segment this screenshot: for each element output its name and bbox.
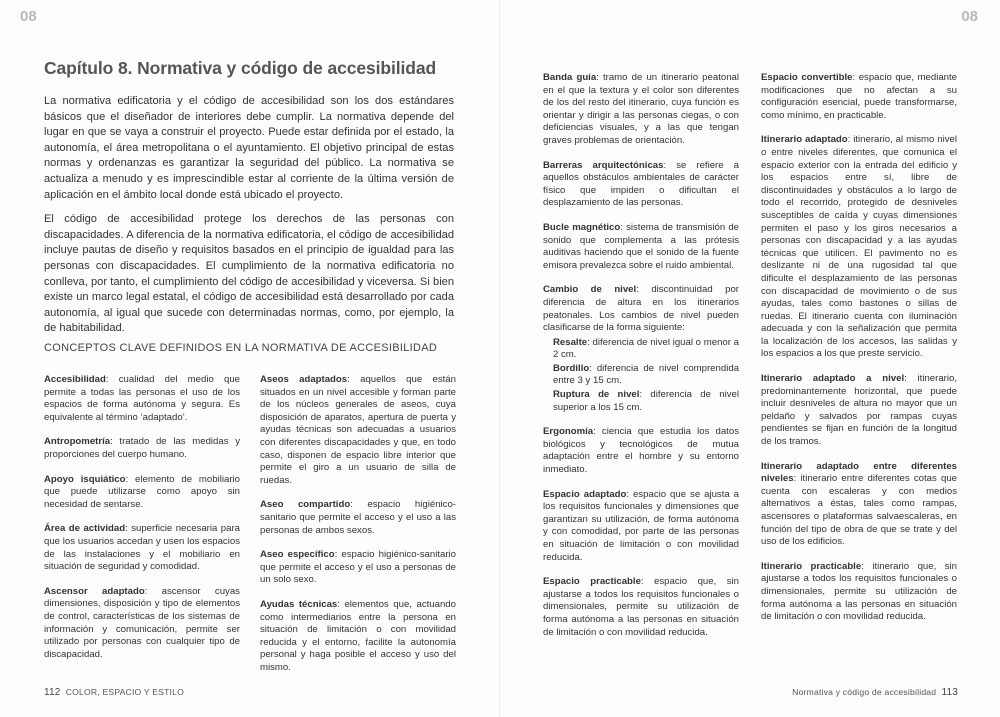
definition-text: : itinerario entre diferentes cotas que cuenta con escaleras y con medios alternativos a éstas, tales como rampas, ascensores o plataformas salvaescaleras, en función del tipo de obra de que se trate y del uso de los edificios.: [761, 473, 957, 548]
sub-text: : diferencia de nivel comprendida entre 3 y 15 cm.: [553, 362, 739, 387]
definition-entry: [44, 374, 240, 424]
definition-text: : cualidad del medio que permite a todas las personas el uso de los espacios de forma autónoma y segura. Es equivalente al término ‘adaptado’.: [44, 374, 240, 423]
definition-term: Aseos adaptados: [260, 374, 348, 385]
definition-text: : superficie necesaria para que los usuarios accedan y usen los espacios de las instalaciones y el mobiliario en situación de seguridad y comodidad.: [44, 523, 240, 573]
definition-text: : espacio que, sin ajustarse a todos los requisitos funcionales o dimensionales, permite su utilización de forma autónoma a las personas en situación de limitación o con movilidad reducida.: [543, 576, 739, 638]
intro-paragraph-1: La normativa edificatoria y el código de accesibilidad son los dos estándares básicos que el diseñador de interiores debe cumplir. La normativa depende del lugar en que se vaya a construir el proyecto. Puede estar definida por el estado, la autonomía, el área metropolitana o el ayuntamiento. El objetivo principal de estas normas y ordenanzas es garantizar la seguridad del público. La normativa se actualiza a menudo y es imprescindible estar al corriente de la última versión de aplicación en el ámbito local donde está ubicado el proyecto.: [44, 95, 454, 201]
definition-term: Espacio practicable: [543, 576, 641, 588]
definition-term: Itinerario adaptado: [761, 134, 848, 146]
definition-term: Banda guía: [543, 72, 597, 83]
definition-term: Accesibilidad: [44, 374, 106, 385]
definition-text: : espacio higiénico-sanitario que permite el acceso y el uso a personas de un solo sexo.: [260, 549, 456, 586]
definition-entry: [761, 461, 957, 549]
definition-term: Cambio de nivel: [543, 284, 637, 296]
definition-text: : discontinuidad por diferencia de altura en los itinerarios peatonales. Los cambios de nivel pueden clasificarse de la forma siguiente:: [543, 284, 739, 334]
definition-entry: [260, 374, 456, 487]
definition-text: : tratado de las medidas y proporciones del cuerpo humano.: [44, 436, 240, 460]
definition-entry: [761, 373, 957, 449]
running-header: Normativa y código de accesibilidad: [792, 687, 937, 697]
definition-term: Barreras arquitectónicas: [543, 159, 664, 171]
page-number: 112: [44, 687, 61, 698]
definitions-column-2: [260, 374, 456, 686]
definition-text: : espacio higiénico-sanitario que permite el acceso y el uso a las personas de ambos sexos.: [260, 499, 456, 536]
definition-text: : ciencia que estudia los datos biológicos y tecnológicos de mutua adaptación entre el hombre y su entorno inmediato.: [543, 426, 739, 476]
definition-entry: [543, 284, 739, 414]
definition-term: Ascensor adaptado: [44, 585, 145, 597]
definition-entry: [761, 72, 957, 122]
definition-text: : espacio que se ajusta a los requisitos funcionales y dimensiones que garantizan su utilización, de forma autónoma y con comodidad, por parte de las personas en situación de limitación o con movilidad reducida.: [543, 488, 740, 563]
chapter-title: Capítulo 8. Normativa y código de accesibilidad: [44, 58, 437, 78]
definition-entry: [260, 499, 456, 537]
definition-term: Ayudas técnicas: [260, 598, 338, 610]
running-header: COLOR, ESPACIO Y ESTILO: [65, 687, 184, 697]
definition-term: Aseo específico: [260, 549, 335, 561]
definition-entry: [260, 549, 456, 587]
definition-entry: [260, 599, 456, 675]
definition-entry: [44, 436, 240, 461]
definition-term: Aseo compartido: [260, 499, 351, 511]
definition-text: : itinerario que, sin ajustarse a todos los requisitos funcionales o dimensionales, permite su utilización de forma autónoma a las personas en situación de limitación o con movilidad reducida.: [761, 560, 958, 623]
folio-left: [44, 687, 184, 698]
chapter-number-left: 08: [20, 8, 37, 25]
definition-entry: [44, 474, 240, 512]
intro-paragraph-2: El código de accesibilidad protege los derechos de las personas con discapacidades. A diferencia de la normativa edificatoria, el código de accesibilidad incluye pautas de diseño y requisitos basados en el principio de igualdad para las personas con discapacidades. El cumplimiento de la normativa edificatoria no conlleva, por tanto, el cumplimiento del código de accesibilidad y viceversa. Si bien existe un marco legal estatal, el código de accesibilidad está desarrollado por cada autonomía, al igual que sucede con determinadas normas, como, por ejemplo, la de habitabilidad.: [44, 213, 454, 335]
definition-term: Espacio adaptado: [543, 488, 627, 500]
sub-term: Resalte: [553, 336, 588, 348]
definitions-column-3: [543, 72, 739, 651]
page-number: 113: [941, 687, 958, 698]
definition-entry: [44, 586, 240, 662]
definition-entry: [543, 426, 739, 476]
definition-text: : itinerario, predominantemente horizontal, que puede incluir desniveles de altura no mayor que un peldaño y salvados por rampas cuyas pendientes se fijan en función de la longitud de los tramos.: [761, 373, 957, 448]
sub-text: : diferencia de nivel igual o menor a 2 cm.: [553, 336, 739, 361]
definition-term: Itinerario adaptado a nivel: [761, 373, 905, 385]
definition-text: : elementos que, actuando como intermediarios entre la persona en situación de limitación o con movilidad reducida y el entorno, facilite la autonomía personal y haga posible el acceso y uso del mismo.: [260, 598, 456, 673]
definition-text: : ascensor cuyas dimensiones, disposición y tipo de elementos de control, características de los sistemas de información y comunicación, permite ser utilizado por personas con cualquier tipo de discapacidad.: [44, 585, 240, 660]
definition-term: Espacio convertible: [761, 72, 853, 83]
level-change-item: [553, 389, 739, 414]
definition-term: Área de actividad: [44, 523, 126, 535]
definition-term: Bucle magnético: [543, 221, 621, 233]
definition-term: Ergonomía: [543, 426, 594, 438]
intro-text: [44, 94, 454, 346]
definition-text: : se refiere a aquellos obstáculos ambientales de carácter físico que impiden o dificultan el desplazamiento de las personas.: [543, 159, 739, 209]
definition-text: : elemento de mobiliario que puede utilizarse como apoyo sin necesidad de sentarse.: [44, 473, 240, 510]
sub-term: Bordillo: [553, 362, 590, 374]
definition-text: : aquellos que están situados en un nivel accesible y forman parte de los núcleos generales de aseos, cuya disposición de aparatos, apertura de puerta y ayudas técnicas son adecuadas a usuarios con diferentes discapacidades y que, en todo caso, disponen de espacio libre interior que permite el giro a un usuario de silla de ruedas.: [260, 374, 456, 486]
chapter-number-right: 08: [961, 8, 978, 25]
definition-term: Itinerario adaptado entre diferentes niveles: [761, 460, 957, 485]
sub-text: : diferencia de nivel superior a los 15 cm.: [553, 389, 739, 413]
folio-right: [792, 687, 958, 698]
definitions-column-1: [44, 374, 240, 673]
definition-entry: [543, 222, 739, 272]
definition-entry: [761, 134, 957, 361]
definition-text: : sistema de transmisión de sonido que complementa a las prótesis auditivas haciendo que el sonido de la fuente emisora prevalezca sobre el ruido ambiental.: [543, 221, 739, 271]
definition-entry: [761, 561, 957, 624]
definition-text: : espacio que, mediante modificaciones que no afectan a su configuración esencial, puede transformarse, como mínimo, en practicable.: [761, 72, 957, 121]
definition-text: : itinerario, al mismo nivel o entre niveles diferentes, que comunica el espacio exterior con la entrada del edificio y los espacios entre sí, libre de discontinuidades y obstáculos a lo largo de todo el recorrido, protegido de desniveles susceptibles de caída y cuyas dimensiones permiten el paso y los giros necesarios a personas con discapacidad y a las ayudas técnicas que utilicen. El pavimento no es deslizante ni de una rugosidad tal que dificulte el desplazamiento de las personas con discapacidad de movimiento o de sus ayudas, tales como bastones o sillas de ruedas. El itinerario cuenta con iluminación adecuada y con la señalización que permita la localización de los accesos, las salidas y los espacios a los que preste servicio.: [761, 134, 957, 360]
level-change-list: [553, 337, 739, 415]
definition-term: Itinerario practicable: [761, 560, 862, 572]
level-change-item: [553, 363, 739, 388]
definitions-column-4: [761, 72, 957, 636]
definition-text: : tramo de un itinerario peatonal en el que la textura y el color son diferentes de los del resto del itinerario, cuya función es orientar y dirigir a las personas ciegas, o con deficiencias visuales, y a las que tengan graves problemas de orientación.: [543, 72, 739, 146]
definition-entry: [543, 489, 739, 565]
sub-term: Ruptura de nivel: [553, 389, 640, 401]
level-change-item: [553, 337, 739, 362]
definition-entry: [543, 576, 739, 639]
definition-entry: [543, 72, 739, 148]
definition-term: Apoyo isquiático: [44, 473, 126, 485]
definition-entry: [543, 160, 739, 210]
definition-term: Antropometría: [44, 436, 111, 448]
definition-entry: [44, 523, 240, 573]
section-title: CONCEPTOS CLAVE DEFINIDOS EN LA NORMATIVA DE ACCESIBILIDAD: [44, 342, 438, 354]
